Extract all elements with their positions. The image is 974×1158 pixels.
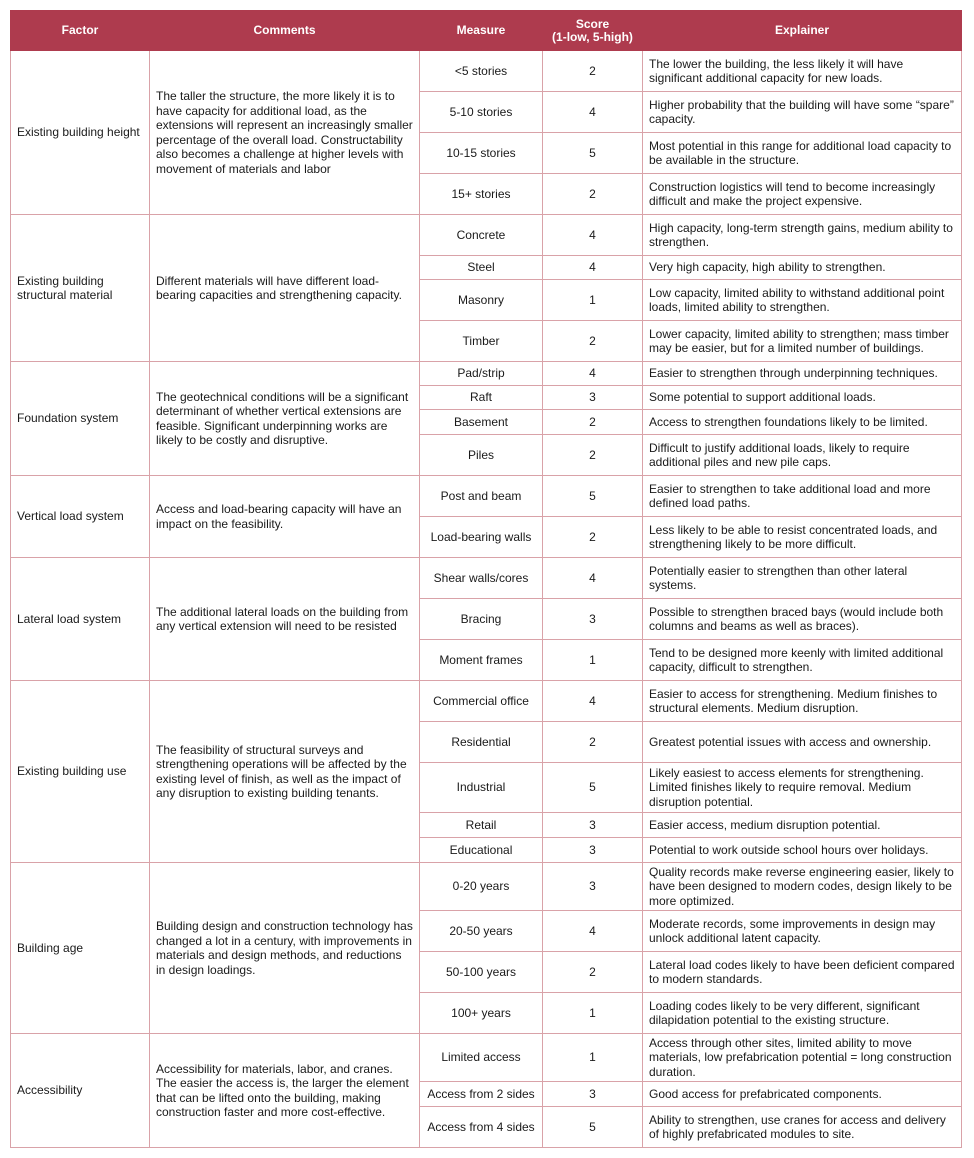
score-cell: 3	[543, 863, 643, 911]
header-explainer: Explainer	[643, 11, 962, 51]
explainer-cell: High capacity, long-term strength gains, medium ability to strengthen.	[643, 215, 962, 256]
explainer-cell: Higher probability that the building will have some “spare” capacity.	[643, 92, 962, 133]
header-score-scale: (1-low, 5-high)	[552, 29, 633, 44]
measure-cell: Raft	[420, 386, 543, 410]
explainer-cell: Good access for prefabricated components.	[643, 1082, 962, 1107]
explainer-cell: Difficult to justify additional loads, likely to require additional piles and new pile caps.	[643, 435, 962, 476]
score-cell: 2	[543, 435, 643, 476]
explainer-cell: Possible to strengthen braced bays (would include both columns and beams as well as braces).	[643, 599, 962, 640]
header-score-title: Score	[575, 16, 610, 31]
factor-cell: Building age	[11, 863, 150, 1034]
comment-cell: The geotechnical conditions will be a significant determinant of whether vertical extensions are feasible. Significant underpinning works are likely to be costly and disruptive.	[150, 362, 420, 476]
measure-cell: Limited access	[420, 1034, 543, 1082]
measure-cell: Steel	[420, 256, 543, 280]
measure-cell: <5 stories	[420, 51, 543, 92]
measure-cell: 100+ years	[420, 993, 543, 1034]
explainer-cell: Tend to be designed more keenly with limited additional capacity, difficult to strengthen.	[643, 640, 962, 681]
measure-cell: Timber	[420, 321, 543, 362]
score-cell: 3	[543, 599, 643, 640]
comment-cell: The additional lateral loads on the building from any vertical extension will need to be resisted	[150, 558, 420, 681]
measure-cell: Industrial	[420, 763, 543, 813]
score-cell: 2	[543, 410, 643, 435]
feasibility-table	[10, 10, 962, 1148]
explainer-cell: Construction logistics will tend to become increasingly difficult and make the project expensive.	[643, 174, 962, 215]
score-cell: 4	[543, 681, 643, 722]
score-cell: 1	[543, 1034, 643, 1082]
explainer-cell: Quality records make reverse engineering easier, likely to have been designed to modern codes, design likely to be more optimized.	[643, 863, 962, 911]
table-row	[11, 1034, 962, 1082]
explainer-cell: Moderate records, some improvements in design may unlock additional latent capacity.	[643, 911, 962, 952]
score-cell: 2	[543, 722, 643, 763]
measure-cell: Residential	[420, 722, 543, 763]
score-cell: 2	[543, 51, 643, 92]
header-measure: Measure	[420, 11, 543, 51]
measure-cell: Commercial office	[420, 681, 543, 722]
explainer-cell: Very high capacity, high ability to strengthen.	[643, 256, 962, 280]
explainer-cell: Greatest potential issues with access and ownership.	[643, 722, 962, 763]
explainer-cell: Easier access, medium disruption potential.	[643, 813, 962, 838]
explainer-cell: Potentially easier to strengthen than other lateral systems.	[643, 558, 962, 599]
score-cell: 5	[543, 133, 643, 174]
comment-cell: Access and load-bearing capacity will have an impact on the feasibility.	[150, 476, 420, 558]
explainer-cell: Most potential in this range for additional load capacity to be available in the structure.	[643, 133, 962, 174]
factor-cell: Vertical load system	[11, 476, 150, 558]
score-cell: 1	[543, 640, 643, 681]
score-cell: 4	[543, 256, 643, 280]
score-cell: 4	[543, 92, 643, 133]
header-factor: Factor	[11, 11, 150, 51]
score-cell: 4	[543, 558, 643, 599]
score-cell: 3	[543, 1082, 643, 1107]
score-cell: 2	[543, 321, 643, 362]
measure-cell: Post and beam	[420, 476, 543, 517]
measure-cell: Bracing	[420, 599, 543, 640]
table-row	[11, 51, 962, 92]
table-row	[11, 558, 962, 599]
table-body	[11, 51, 962, 1148]
score-cell: 3	[543, 813, 643, 838]
measure-cell: Load-bearing walls	[420, 517, 543, 558]
measure-cell: Concrete	[420, 215, 543, 256]
explainer-cell: Access through other sites, limited ability to move materials, low prefabrication potential = long construction duration.	[643, 1034, 962, 1082]
explainer-cell: Lateral load codes likely to have been deficient compared to modern standards.	[643, 952, 962, 993]
measure-cell: Masonry	[420, 280, 543, 321]
comment-cell: The feasibility of structural surveys and strengthening operations will be affected by the existing level of finish, as well as the impact of any disruption to existing building tenants.	[150, 681, 420, 863]
explainer-cell: Some potential to support additional loads.	[643, 386, 962, 410]
factor-cell: Existing building height	[11, 51, 150, 215]
header-comments: Comments	[150, 11, 420, 51]
explainer-cell: Low capacity, limited ability to withstand additional point loads, limited ability to strengthen.	[643, 280, 962, 321]
explainer-cell: Access to strengthen foundations likely to be limited.	[643, 410, 962, 435]
explainer-cell: The lower the building, the less likely it will have significant additional capacity for new loads.	[643, 51, 962, 92]
score-cell: 2	[543, 952, 643, 993]
measure-cell: 20-50 years	[420, 911, 543, 952]
score-cell: 3	[543, 838, 643, 863]
comment-cell: Accessibility for materials, labor, and cranes. The easier the access is, the larger the element that can be lifted onto the building, making construction faster and more cost-effective.	[150, 1034, 420, 1148]
measure-cell: Pad/strip	[420, 362, 543, 386]
score-cell: 2	[543, 517, 643, 558]
measure-cell: Educational	[420, 838, 543, 863]
explainer-cell: Easier to access for strengthening. Medium finishes to structural elements. Medium disruption.	[643, 681, 962, 722]
measure-cell: 5-10 stories	[420, 92, 543, 133]
factor-cell: Lateral load system	[11, 558, 150, 681]
header-score	[543, 11, 643, 51]
factor-cell: Existing building use	[11, 681, 150, 863]
score-cell: 4	[543, 362, 643, 386]
score-cell: 1	[543, 280, 643, 321]
measure-cell: Access from 2 sides	[420, 1082, 543, 1107]
comment-cell: Building design and construction technology has changed a lot in a century, with improvements in materials and design methods, and reductions in design loadings.	[150, 863, 420, 1034]
explainer-cell: Likely easiest to access elements for strengthening. Limited finishes likely to require removal. Medium disruption potential.	[643, 763, 962, 813]
table-row	[11, 362, 962, 386]
measure-cell: 0-20 years	[420, 863, 543, 911]
score-cell: 5	[543, 476, 643, 517]
measure-cell: Access from 4 sides	[420, 1107, 543, 1148]
score-cell: 3	[543, 386, 643, 410]
factor-cell: Accessibility	[11, 1034, 150, 1148]
explainer-cell: Easier to strengthen through underpinning techniques.	[643, 362, 962, 386]
explainer-cell: Potential to work outside school hours over holidays.	[643, 838, 962, 863]
measure-cell: 15+ stories	[420, 174, 543, 215]
table-row	[11, 863, 962, 911]
factor-cell: Existing building structural material	[11, 215, 150, 362]
score-cell: 5	[543, 1107, 643, 1148]
header-row	[11, 11, 962, 51]
explainer-cell: Ability to strengthen, use cranes for access and delivery of highly prefabricated modules to site.	[643, 1107, 962, 1148]
explainer-cell: Easier to strengthen to take additional load and more defined load paths.	[643, 476, 962, 517]
factor-cell: Foundation system	[11, 362, 150, 476]
comment-cell: The taller the structure, the more likely it is to have capacity for additional load, as the extensions will represent an increasingly smaller percentage of the overall load. Constructability also becomes a challenge at higher levels with movement of materials and labor	[150, 51, 420, 215]
explainer-cell: Lower capacity, limited ability to strengthen; mass timber may be easier, but for a limited number of buildings.	[643, 321, 962, 362]
measure-cell: Retail	[420, 813, 543, 838]
score-cell: 5	[543, 763, 643, 813]
table-row	[11, 215, 962, 256]
comment-cell: Different materials will have different load-bearing capacities and strengthening capacity.	[150, 215, 420, 362]
measure-cell: Shear walls/cores	[420, 558, 543, 599]
measure-cell: Piles	[420, 435, 543, 476]
table-row	[11, 681, 962, 722]
measure-cell: Basement	[420, 410, 543, 435]
measure-cell: 50-100 years	[420, 952, 543, 993]
table-row	[11, 476, 962, 517]
explainer-cell: Less likely to be able to resist concentrated loads, and strengthening likely to be more difficult.	[643, 517, 962, 558]
score-cell: 4	[543, 911, 643, 952]
measure-cell: Moment frames	[420, 640, 543, 681]
score-cell: 1	[543, 993, 643, 1034]
score-cell: 4	[543, 215, 643, 256]
explainer-cell: Loading codes likely to be very different, significant dilapidation potential to the existing structure.	[643, 993, 962, 1034]
measure-cell: 10-15 stories	[420, 133, 543, 174]
score-cell: 2	[543, 174, 643, 215]
